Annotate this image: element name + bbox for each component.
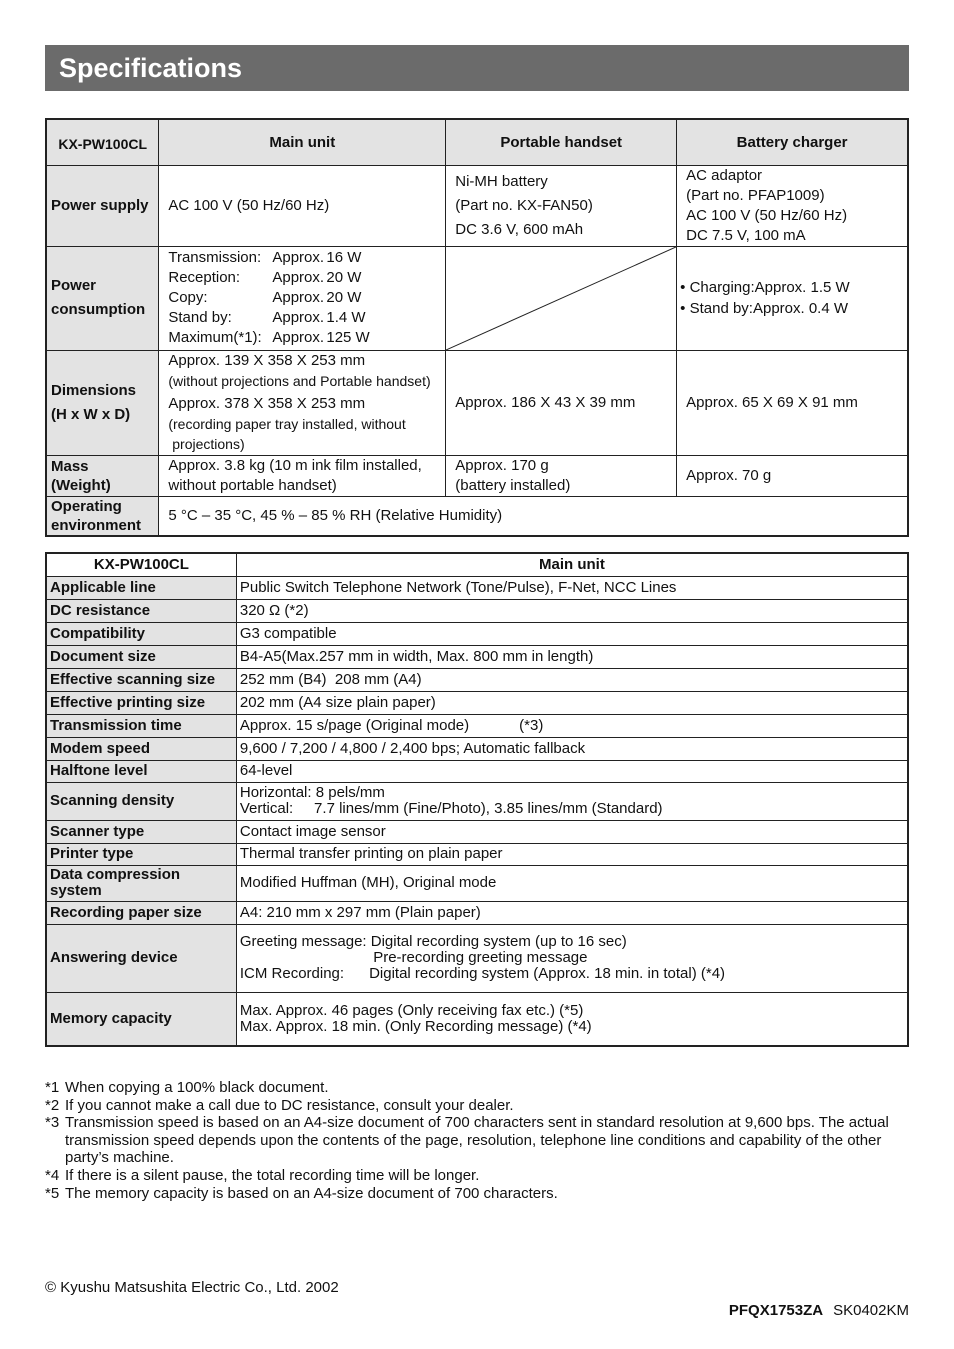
row-label: Memory capacity (46, 992, 236, 1046)
row-value: A4: 210 mm x 297 mm (Plain paper) (236, 901, 908, 924)
row-value: 320 Ω (*2) (236, 599, 908, 622)
table-row (46, 714, 908, 737)
power-consumption-charger: • Charging:Approx. 1.5 W • Stand by:Approx. 0.4 W (677, 246, 908, 350)
row-label-power-consumption: Power consumption (46, 246, 159, 350)
row-value: Public Switch Telephone Network (Tone/Pulse), F-Net, NCC Lines (236, 576, 908, 599)
row-label: Printer type (46, 843, 236, 865)
table-row (46, 865, 908, 901)
col-battery-charger: Battery charger (677, 119, 908, 165)
row-label: DC resistance (46, 599, 236, 622)
row-label: Document size (46, 645, 236, 668)
table-row (46, 820, 908, 843)
table-row (46, 760, 908, 782)
table-row (46, 576, 908, 599)
row-value: Thermal transfer printing on plain paper (236, 843, 908, 865)
table-row (46, 924, 908, 992)
power-supply-charger: AC adaptor (Part no. PFAP1009) AC 100 V (50 Hz/60 Hz) DC 7.5 V, 100 mA (677, 165, 908, 246)
table-row (46, 496, 908, 536)
footnote: *1 When copying a 100% black document. (45, 1079, 329, 1096)
power-supply-main: AC 100 V (50 Hz/60 Hz) (159, 165, 446, 246)
footnote: *5 The memory capacity is based on an A4-size document of 700 characters. (45, 1184, 558, 1202)
row-value: Approx. 15 s/page (Original mode) (*3) (236, 714, 908, 737)
col-main-unit: Main unit (159, 119, 446, 165)
row-label: Compatibility (46, 622, 236, 645)
col-portable-handset: Portable handset (446, 119, 677, 165)
table-row (46, 901, 908, 924)
row-value: Horizontal: 8 pels/mm Vertical: 7.7 lines/mm (Fine/Photo), 3.85 lines/mm (Standard) (236, 782, 908, 820)
row-label: Halftone level (46, 760, 236, 782)
row-value: 202 mm (A4 size plain paper) (236, 691, 908, 714)
page-title: Specifications (59, 53, 243, 83)
footnote: *2 If you cannot make a call due to DC resistance, consult your dealer. (45, 1096, 514, 1114)
row-label-mass: Mass (Weight) (46, 455, 159, 496)
row-label: Applicable line (46, 576, 236, 599)
copyright: © Kyushu Matsushita Electric Co., Ltd. 2002 (45, 1279, 339, 1296)
row-value: Contact image sensor (236, 820, 908, 843)
title-banner (45, 45, 909, 91)
footnote: *4 If there is a silent pause, the total recording time will be longer. (45, 1166, 480, 1184)
dimensions-main: Approx. 139 X 358 X 253 mm (without projections and Portable handset) Approx. 378 X 358 X 253 mm (recording paper tray installed, without projections) (159, 350, 446, 455)
col-main-unit: Main unit (236, 553, 908, 576)
row-label: Recording paper size (46, 901, 236, 924)
spec-table-power (45, 118, 909, 537)
row-label: Data compression system (46, 865, 236, 901)
table-row (46, 737, 908, 760)
mass-main: Approx. 3.8 kg (10 m ink film installed, without portable handset) (159, 455, 446, 496)
table-row (46, 782, 908, 820)
row-value: B4-A5(Max.257 mm in width, Max. 800 mm in length) (236, 645, 908, 668)
table-row (46, 350, 908, 455)
table-row (46, 622, 908, 645)
document-code: PFQX1753ZA SK0402KM (728, 1302, 909, 1319)
row-value: 9,600 / 7,200 / 4,800 / 2,400 bps; Automatic fallback (236, 737, 908, 760)
table-header-row (46, 553, 908, 576)
footnotes (45, 1079, 909, 1202)
diagonal-slash (446, 247, 676, 350)
table-row (46, 165, 908, 246)
power-consumption-main: Transmission: Approx. 16 W Reception: Approx. 20 W Copy: Approx. 20 W Stand by: Approx. 1.4 W Maximum(*1): Approx. 125 W (159, 246, 446, 350)
row-label: Scanning density (46, 782, 236, 820)
row-value: G3 compatible (236, 622, 908, 645)
table-row (46, 668, 908, 691)
environment-value: 5 °C – 35 °C, 45 % – 85 % RH (Relative Humidity) (159, 496, 908, 536)
row-label: Effective printing size (46, 691, 236, 714)
row-label: Answering device (46, 924, 236, 992)
row-value: 64-level (236, 760, 908, 782)
row-label-power-supply: Power supply (46, 165, 159, 246)
not-applicable-cell (446, 246, 677, 350)
dimensions-handset: Approx. 186 X 43 X 39 mm (446, 350, 677, 455)
dimensions-charger: Approx. 65 X 69 X 91 mm (677, 350, 908, 455)
mass-handset: Approx. 170 g (battery installed) (446, 455, 677, 496)
table-row (46, 843, 908, 865)
row-value: Greeting message: Digital recording system (up to 16 sec) Pre-recording greeting message ICM Recording: Digital recording system (Approx. 18 min. in total) (*4) (236, 924, 908, 992)
row-value: Modified Huffman (MH), Original mode (236, 865, 908, 901)
row-label: Transmission time (46, 714, 236, 737)
table-row (46, 246, 908, 350)
table-row (46, 691, 908, 714)
model-header: KX-PW100CL (46, 119, 159, 165)
row-value: Max. Approx. 46 pages (Only receiving fax etc.) (*5) Max. Approx. 18 min. (Only Recording message) (*4) (236, 992, 908, 1046)
model-header: KX-PW100CL (46, 553, 236, 576)
row-value: 252 mm (B4) 208 mm (A4) (236, 668, 908, 691)
table-row (46, 599, 908, 622)
mass-charger: Approx. 70 g (677, 455, 908, 496)
table-row (46, 992, 908, 1046)
spec-table-main-unit (45, 552, 909, 1047)
row-label-environment: Operating environment (46, 496, 159, 536)
row-label: Effective scanning size (46, 668, 236, 691)
table-row (46, 455, 908, 496)
row-label-dimensions: Dimensions (H x W x D) (46, 350, 159, 455)
table-header-row (46, 119, 908, 165)
power-supply-handset: Ni-MH battery (Part no. KX-FAN50) DC 3.6 V, 600 mAh (446, 165, 677, 246)
footnote: *3 Transmission speed is based on an A4-size document of 700 characters sent in standard resolution at 9,600 bps. The actual transmission speed depends upon the contents of the page, resolution, telephone line conditions and capability of the other party’s machine. (45, 1114, 889, 1167)
row-label: Modem speed (46, 737, 236, 760)
row-label: Scanner type (46, 820, 236, 843)
table-row (46, 645, 908, 668)
